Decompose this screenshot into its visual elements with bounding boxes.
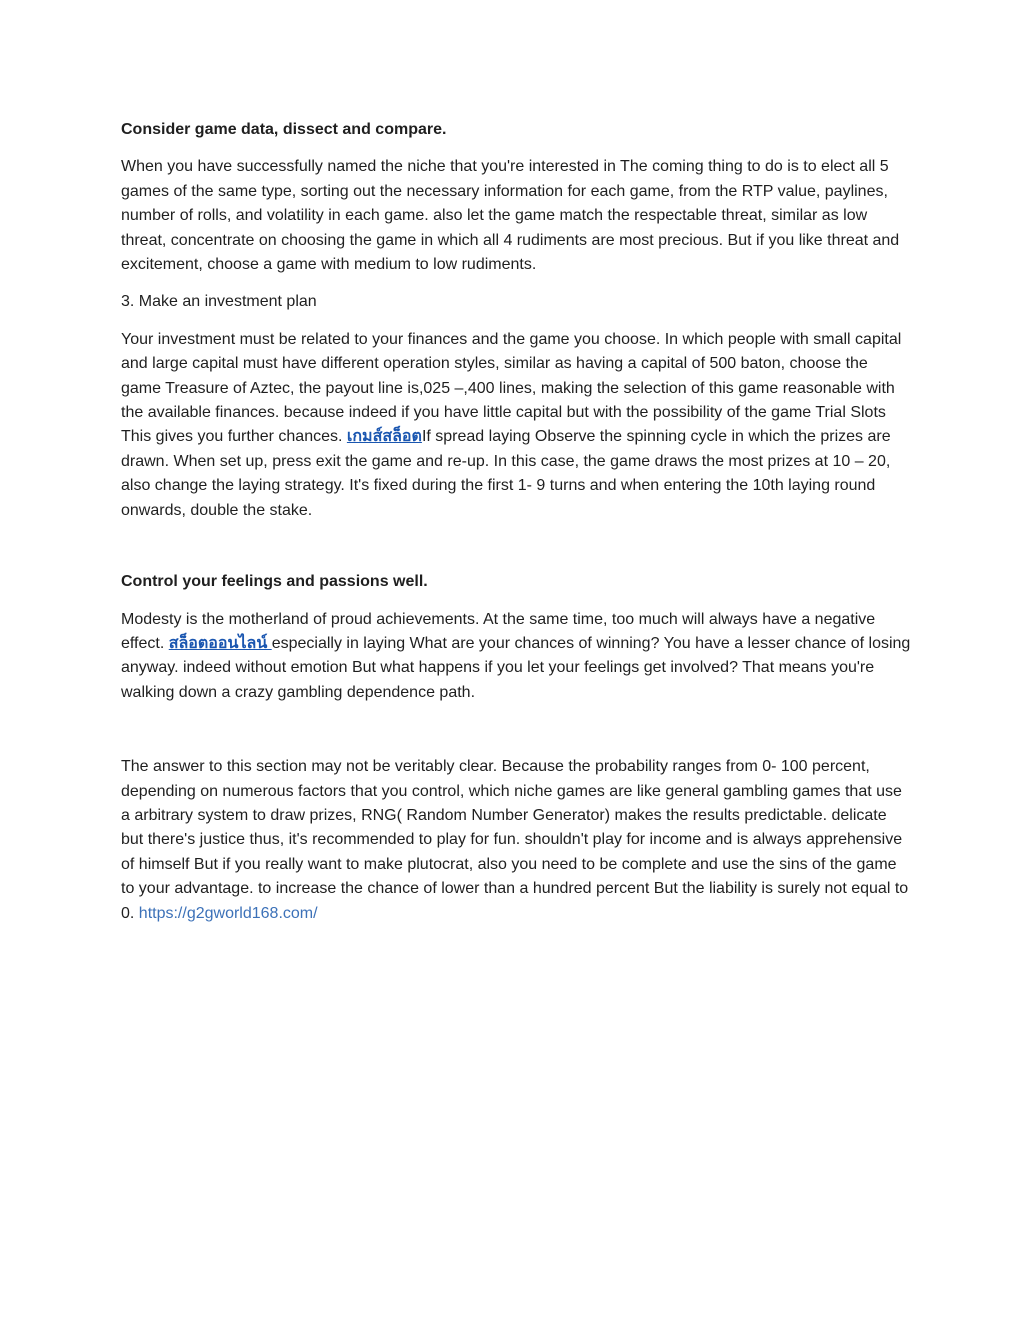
paragraph-investment-plan [121, 328, 911, 523]
paragraph-probability [121, 755, 911, 926]
paragraph-modesty-text-end: especially in laying What are your chances of winning? You have a lesser chance of losing anyway. indeed without emotion But what happens if you let your feelings get involved? That means you're walking down a crazy gambling dependence path. [121, 634, 911, 701]
document-page [121, 118, 911, 939]
paragraph-investment-text-start: Your investment must be related to your finances and the game you choose. In which people with small capital and large capital must have different operation styles, similar as having a capital of 500 baton, choose the game Treasure of Aztec, the payout line is,025 –,400 lines, making the selection of this game reasonable with the available finances. because indeed if you have little capital but with the possibility of the game Trial Slots This gives you further chances. [121, 330, 902, 446]
paragraph-niche-selection: When you have successfully named the niche that you're interested in The coming thing to do is to elect all 5 games of the same type, sorting out the necessary information for each game, from the RTP value, paylines, number of rolls, and volatility in each game. also let the game match the respectable threat, similar as low threat, concentrate on choosing the game in which all 4 rudiments are most precious. But if you like threat and excitement, choose a game with medium to low rudiments. [121, 158, 900, 274]
link-thai-slot-games[interactable]: เกมส์สล็อต [346, 428, 422, 446]
paragraph-probability-text: The answer to this section may not be veritably clear. Because the probability ranges from 0- 100 percent, depending on numerous factors that you control, which niche games are like general gambling games that use a arbitrary system to draw prizes, RNG( Random Number Generator) makes the results predictable. delicate but there's justice thus, it's recommended to play for fun. shouldn't play for income and is always apprehensive of himself But if you really want to make plutocrat, also you need to be complete and use the sins of the game to your advantage. to increase the chance of lower than a hundred percent But the liability is surely not equal to 0. [121, 758, 909, 922]
link-thai-online-slots[interactable]: สล็อตออนไลน์ [168, 634, 272, 652]
paragraph-modesty-text-start: Modesty is the motherland of proud achievements. At the same time, too much will always have a negative effect. [121, 610, 876, 652]
paragraph-modesty [121, 608, 911, 706]
spacer [121, 718, 911, 755]
section-heading-feelings: Control your feelings and passions well. [121, 573, 428, 591]
section-heading-game-data: Consider game data, dissect and compare. [121, 121, 447, 138]
link-website-url[interactable]: https://g2gworld168.com/ [138, 904, 318, 922]
paragraph-investment-text-end: If spread laying Observe the spinning cycle in which the prizes are drawn. When set up, press exit the game and re-up. In this case, the game draws the most prizes at 10 – 20, also change the laying strategy. It's fixed during the first 1- 9 turns and when entering the 10th laying round onwards, double the stake. [121, 428, 891, 519]
paragraph-investment-plan-title: 3. Make an investment plan [121, 293, 317, 311]
spacer [121, 536, 911, 570]
